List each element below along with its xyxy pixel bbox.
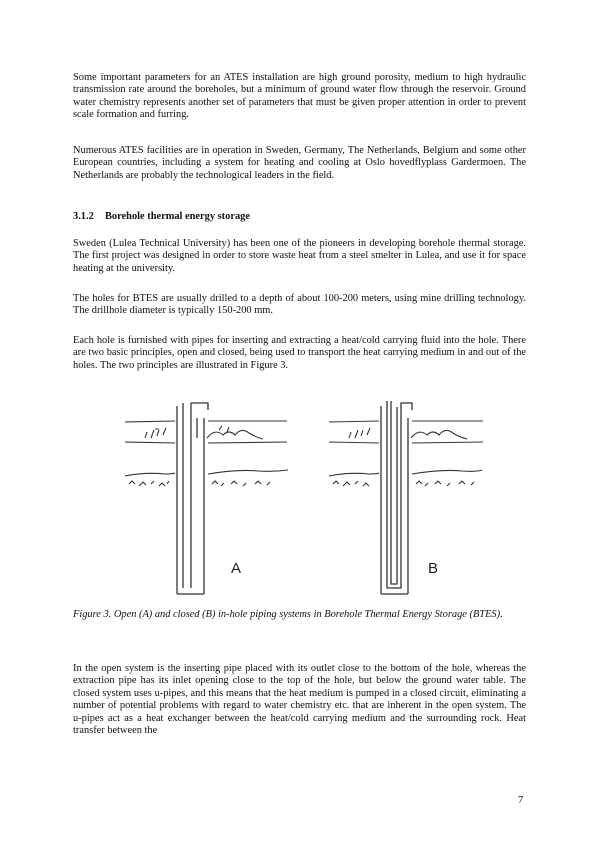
figure-b-borehole <box>381 401 412 594</box>
paragraph-ates-parameters: Some important parameters for an ATES installation are high ground porosity, medium to high hydraulic transmission rate around the boreholes, but a minimum of ground water flow through the reservoir. Ground water chemistry represents another set of parameters that must be given proper attention in order to prevent scale formation and furring. <box>73 72 526 121</box>
figure-a-ground <box>125 421 288 486</box>
figure-label-b: B <box>428 560 439 577</box>
figure-caption: Figure 3. Open (A) and closed (B) in-hole piping systems in Borehole Thermal Energy Storage (BTES). <box>73 609 503 620</box>
figure-b-ground <box>329 421 483 486</box>
figure-label-a: A <box>231 560 242 577</box>
section-heading <box>73 211 250 222</box>
figure-a-borehole <box>177 403 208 594</box>
section-number: 3.1.2 <box>73 211 94 222</box>
borehole-piping-figure <box>115 398 485 598</box>
paragraph-pipes: Each hole is furnished with pipes for inserting and extracting a heat/cold carrying fluid into the hole. There are two basic principles, open and closed, being used to transport the heat carrying medium in and out of the holes. The two principles are illustrated in Figure 3. <box>73 335 526 371</box>
section-title: Borehole thermal energy storage <box>105 211 250 222</box>
paragraph-open-closed: In the open system is the inserting pipe placed with its outlet close to the bottom of the hole, whereas the extraction pipe has its inlet opening close to the top of the hole, but below the ground water table. The closed system uses u-pipes, and this means that the heat medium is pumped in a closed circuit, eliminating a number of potential problems with regard to water chemistry etc. that are inherent in the open system. The u-pipes act as a heat exchanger between the heat/cold carrying medium and the surrounding rock. Heat transfer between the <box>73 663 526 737</box>
paragraph-ates-facilities: Numerous ATES facilities are in operation in Sweden, Germany, The Netherlands, Belgium and some other European countries, including a system for heating and cooling at Oslo hovedflyplass Gardermoen. The Netherlands are probably the technological leaders in the field. <box>73 145 526 181</box>
paragraph-drilling: The holes for BTES are usually drilled to a depth of about 100-200 meters, using mine drilling technology. The drillhole diameter is typically 150-200 mm. <box>73 293 526 317</box>
page-number: 7 <box>518 795 524 806</box>
paragraph-lulea: Sweden (Lulea Technical University) has been one of the pioneers in developing borehole thermal storage. The first project was designed in order to store waste heat from a steel smelter in Lulea, and use it for space heating at the university. <box>73 238 526 274</box>
